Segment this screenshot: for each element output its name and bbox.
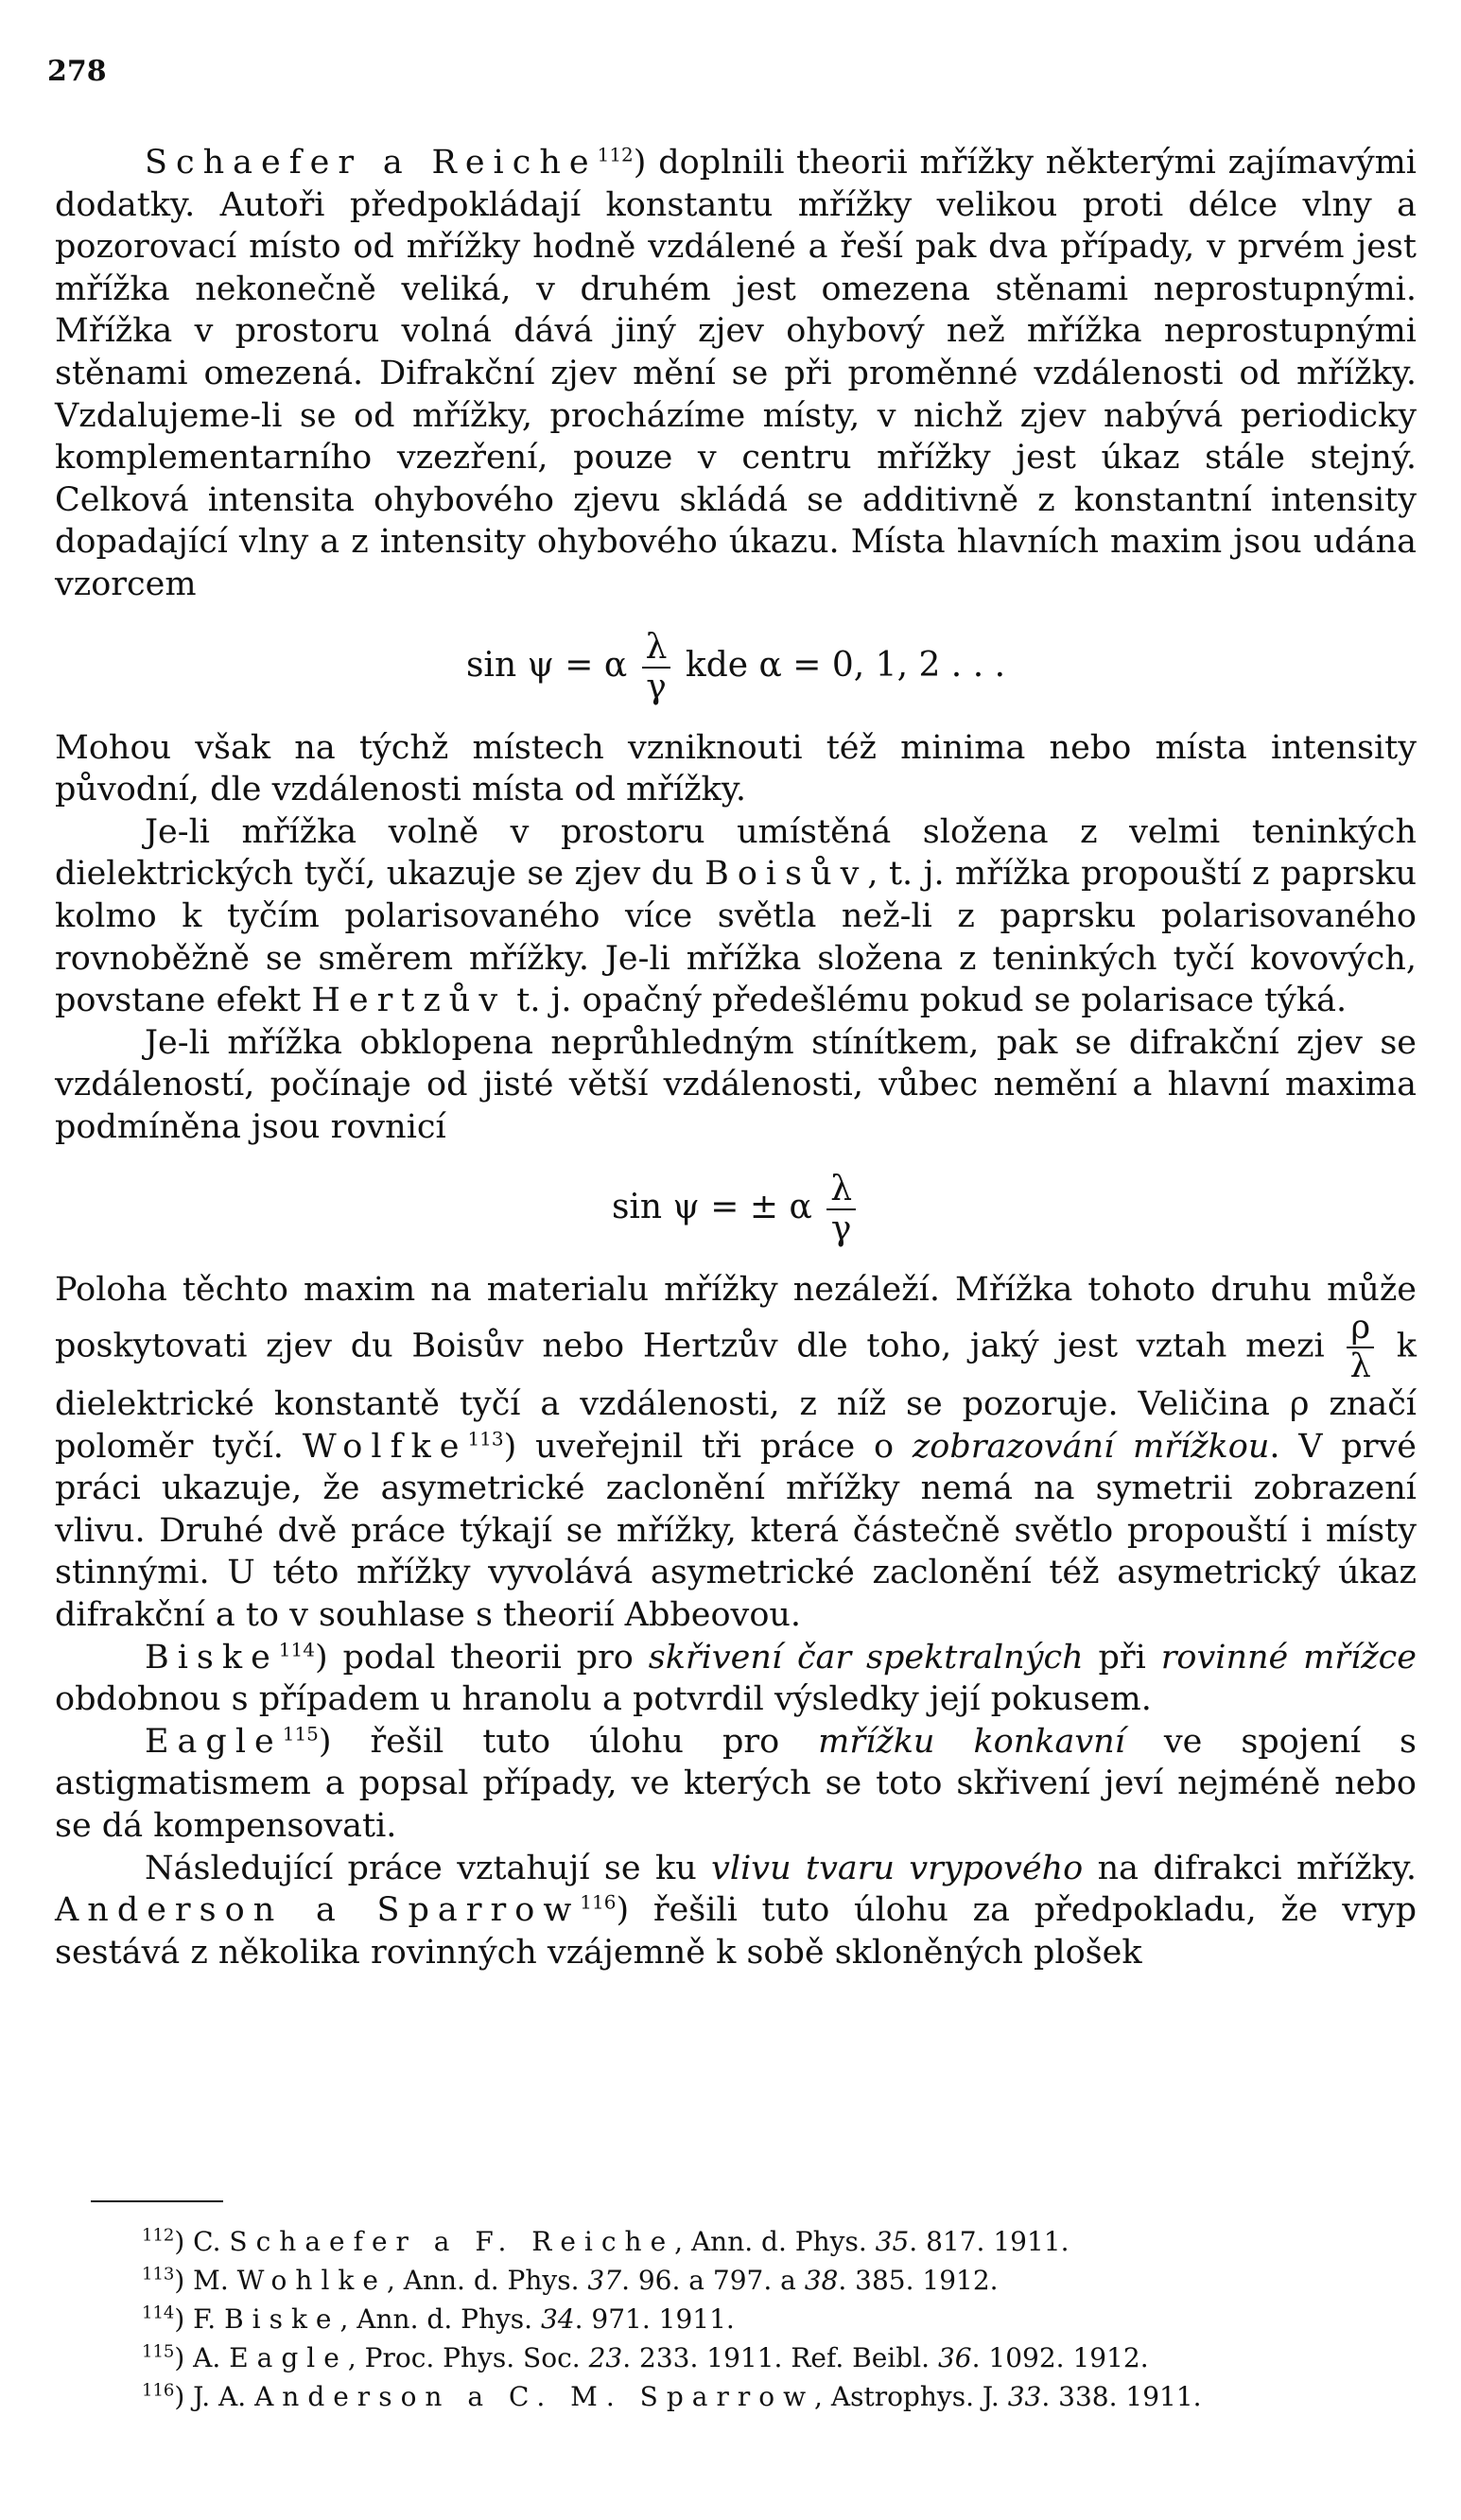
- paragraph-text: při: [1083, 1638, 1146, 1677]
- paragraph-text: ) řešil tuto úlohu pro: [318, 1722, 780, 1761]
- paragraph-text: k dielektrické konstantě tyčí a vzdálenosti, z níž se pozoruje. Veličina ρ značí poloměr tyčí.: [55, 1327, 1417, 1466]
- footnote-author: Eagle: [229, 2342, 348, 2373]
- page-number: 278: [47, 55, 107, 88]
- equation-right: kde α = 0, 1, 2 . . .: [685, 645, 1006, 685]
- footnote-text: , Ann. d. Phys.: [339, 2303, 533, 2335]
- fraction-numerator: ρ: [1347, 1312, 1374, 1348]
- footnote-text: , Astrophys. J.: [814, 2381, 1000, 2412]
- footnote-text: . 1092. 1912.: [971, 2342, 1149, 2373]
- footnote-text: . 233. 1911. Ref. Beibl.: [622, 2342, 931, 2373]
- footnote-divider: [91, 2200, 223, 2202]
- equation-1: [55, 627, 1417, 706]
- footnote-mark: 116: [142, 2380, 175, 2401]
- footnote-text: , Proc. Phys. Soc.: [347, 2342, 581, 2373]
- footnote-author: Wohlke: [236, 2265, 387, 2296]
- footnote-text: . 385. 1912.: [838, 2265, 999, 2296]
- footnote-volume: 37: [587, 2265, 622, 2296]
- footnote-mark: 113: [142, 2264, 175, 2285]
- paragraph-4: Je-li mřížka obklopena neprůhledným stínítkem, pak se difrakční zjev se vzdáleností, počínaje od jisté větší vzdálenosti, vůbec nemění a hlavní maxima podmíněna jsou rovnicí: [55, 1023, 1417, 1146]
- footnote-author: Schaefer a F. Reiche: [229, 2226, 675, 2257]
- paragraph-2: Mohou však na týchž místech vzniknouti též minima nebo místa intensity původní, dle vzdálenosti místa od mřížky.: [55, 728, 1417, 809]
- fraction: [1347, 1309, 1374, 1386]
- fraction-denominator: γ: [830, 1209, 852, 1249]
- paragraph-text: , t. j. mřížka propouští z paprsku kolmo k tyčím polarisovaného více světla než-li z paprsku polarisovaného rovnoběžně se směrem mřížky. Je-li mřížka složena z teninkých tyčí kovových, povstane efekt: [55, 855, 1417, 1020]
- emphasis: rovinné mřížce: [1160, 1638, 1417, 1677]
- footnote-text: . 971. 1911.: [574, 2303, 735, 2335]
- fraction-denominator: γ: [646, 667, 667, 706]
- footnote-text: ) F.: [174, 2303, 217, 2335]
- paragraph-text: Následující práce vztahují se ku: [145, 1849, 697, 1887]
- paragraph-7: [55, 1721, 1417, 1848]
- footnote-text: , Ann. d. Phys.: [674, 2226, 867, 2257]
- paragraph-text: ) řešili tuto úlohu za předpokladu, že vryp sestává z několika rovinných vzájemně k sobě skloněných plošek: [55, 1891, 1417, 1972]
- author-name: Schaefer a Reiche: [145, 144, 598, 182]
- footnote-volume: 33: [1007, 2381, 1042, 2412]
- paragraph-text: obdobnou s případem u hranolu a potvrdil výsledky její pokusem.: [55, 1680, 1152, 1719]
- author-name: Boisův: [704, 855, 868, 894]
- equation-left: sin ψ = ± α: [611, 1188, 812, 1227]
- footnote-mark: 114: [142, 2303, 175, 2323]
- fraction-numerator: λ: [642, 631, 671, 669]
- emphasis: vlivu tvaru vrypového: [711, 1849, 1084, 1887]
- fraction-denominator: λ: [1349, 1347, 1371, 1386]
- paragraph-3: [55, 811, 1417, 1022]
- footnote-author: Biske: [224, 2303, 340, 2335]
- footnote: [142, 2377, 1409, 2416]
- equation-2: [55, 1170, 1417, 1249]
- paragraph-1: [55, 142, 1417, 606]
- footnote-text: . 817. 1911.: [909, 2226, 1070, 2257]
- fraction-numerator: λ: [826, 1173, 856, 1210]
- author-name: Biske: [145, 1638, 279, 1677]
- footnote: [142, 2300, 1409, 2338]
- author-name: Wolfke: [302, 1427, 468, 1466]
- fraction: [826, 1170, 856, 1249]
- footnote-ref: 116: [580, 1890, 617, 1914]
- equation-left: sin ψ = α: [465, 645, 628, 685]
- footnote: [142, 2222, 1409, 2261]
- paragraph-text: ) doplnili theorii mřížky některými zajímavými dodatky. Autoři předpokládají konstantu mřížky velikou proti délce vlny a pozorovací místo od mřížky hodně vzdálené a řeší pak dva případy, v prvém jest mřížka nekonečně veliká, v druhém jest omezena stěnami neprostupnými. Mřížka v prostoru volná dává jiný zjev ohybový než mřížka neprostupnými stěnami omezená. Difrakční zjev mění se při proměnné vzdálenosti od mřížky. Vzdalujeme-li se od mřížky, procházíme místy, v nichž zjev nabývá periodicky komplementarního vzezření, pouze v centru mřížky jest úkaz stále stejný. Celková intensita ohybového zjevu skládá se additivně z konstantní intensity dopadající vlny a z intensity ohybového úkazu. Místa hlavních maxim jsou udána vzorcem: [55, 144, 1417, 603]
- footnote-text: ) J. A.: [174, 2381, 247, 2412]
- paragraph-text: ) podal theorii pro: [314, 1638, 634, 1677]
- paragraph-text: ve spojení s astigmatismem a popsal případy, ve kterých se toto skřivení jeví nejméně nebo se dá kompensovati.: [55, 1722, 1417, 1845]
- footnote-mark: 115: [142, 2341, 175, 2362]
- footnote-ref: 115: [282, 1722, 319, 1746]
- emphasis: zobrazování mřížkou: [912, 1427, 1270, 1466]
- author-name: Hertzův: [311, 982, 507, 1020]
- footnote: [142, 2261, 1409, 2300]
- footnote-volume: 23: [588, 2342, 623, 2373]
- footnote-text: ) M.: [174, 2265, 229, 2296]
- main-text: [55, 142, 1417, 1973]
- footnote: [142, 2338, 1409, 2377]
- footnote-text: , Ann. d. Phys.: [386, 2265, 580, 2296]
- paragraph-text: t. j. opačný předešlému pokud se polarisace týká.: [506, 982, 1348, 1020]
- paragraph-8: [55, 1848, 1417, 1974]
- footnote-author: Anderson a C. M. Sparrow: [254, 2381, 815, 2412]
- emphasis: mřížku konkavní: [818, 1722, 1125, 1761]
- footnote-ref: 114: [278, 1637, 315, 1660]
- footnote-ref: 113: [467, 1427, 504, 1450]
- paragraph-5: [55, 1269, 1417, 1636]
- footnote-text: ) C.: [174, 2226, 221, 2257]
- footnote-volume: 38: [804, 2265, 839, 2296]
- author-name: Eagle: [145, 1722, 283, 1761]
- footnote-volume: 35: [875, 2226, 910, 2257]
- fraction: [642, 627, 671, 706]
- paragraph-text: . V prvé práci ukazuje, že asymetrické zaclonění mřížky nemá na symetrii zobrazení vlivu. Druhé dvě práce týkají se mřížky, která částečně světlo propouští i místy stinnými. U této mřížky vyvolává asymetrické zaclonění též asymetrický úkaz difrakční a to v souhlase s theorií Abbeovou.: [55, 1427, 1417, 1635]
- author-name: Anderson a Sparrow: [55, 1891, 581, 1930]
- footnote-volume: 36: [937, 2342, 972, 2373]
- paragraph-text: ) uveřejnil tři práce o: [503, 1427, 895, 1466]
- footnote-mark: 112: [142, 2225, 175, 2246]
- paragraph-6: [55, 1637, 1417, 1721]
- paragraph-text: Poloha těchto maxim na materialu mřížky nezáleží. Mřížka tohoto druhu může poskytovati zjev du Boisův nebo Hertzův dle toho, jaký jest vztah mezi: [55, 1271, 1417, 1365]
- footnote-ref: 112: [597, 143, 634, 166]
- footnote-text: ) A.: [174, 2342, 221, 2373]
- footnotes: [142, 2222, 1409, 2416]
- footnote-text: . 338. 1911.: [1041, 2381, 1202, 2412]
- footnote-volume: 34: [540, 2303, 575, 2335]
- paragraph-text: Je-li mřížka volně v prostoru umístěná složena z velmi teninkých dielektrických tyčí, ukazuje se zjev du: [55, 812, 1417, 894]
- emphasis: skřivení čar spektralných: [648, 1638, 1084, 1677]
- paragraph-text: na difrakci mřížky.: [1083, 1849, 1417, 1887]
- footnote-text: . 96. a 797. a: [621, 2265, 796, 2296]
